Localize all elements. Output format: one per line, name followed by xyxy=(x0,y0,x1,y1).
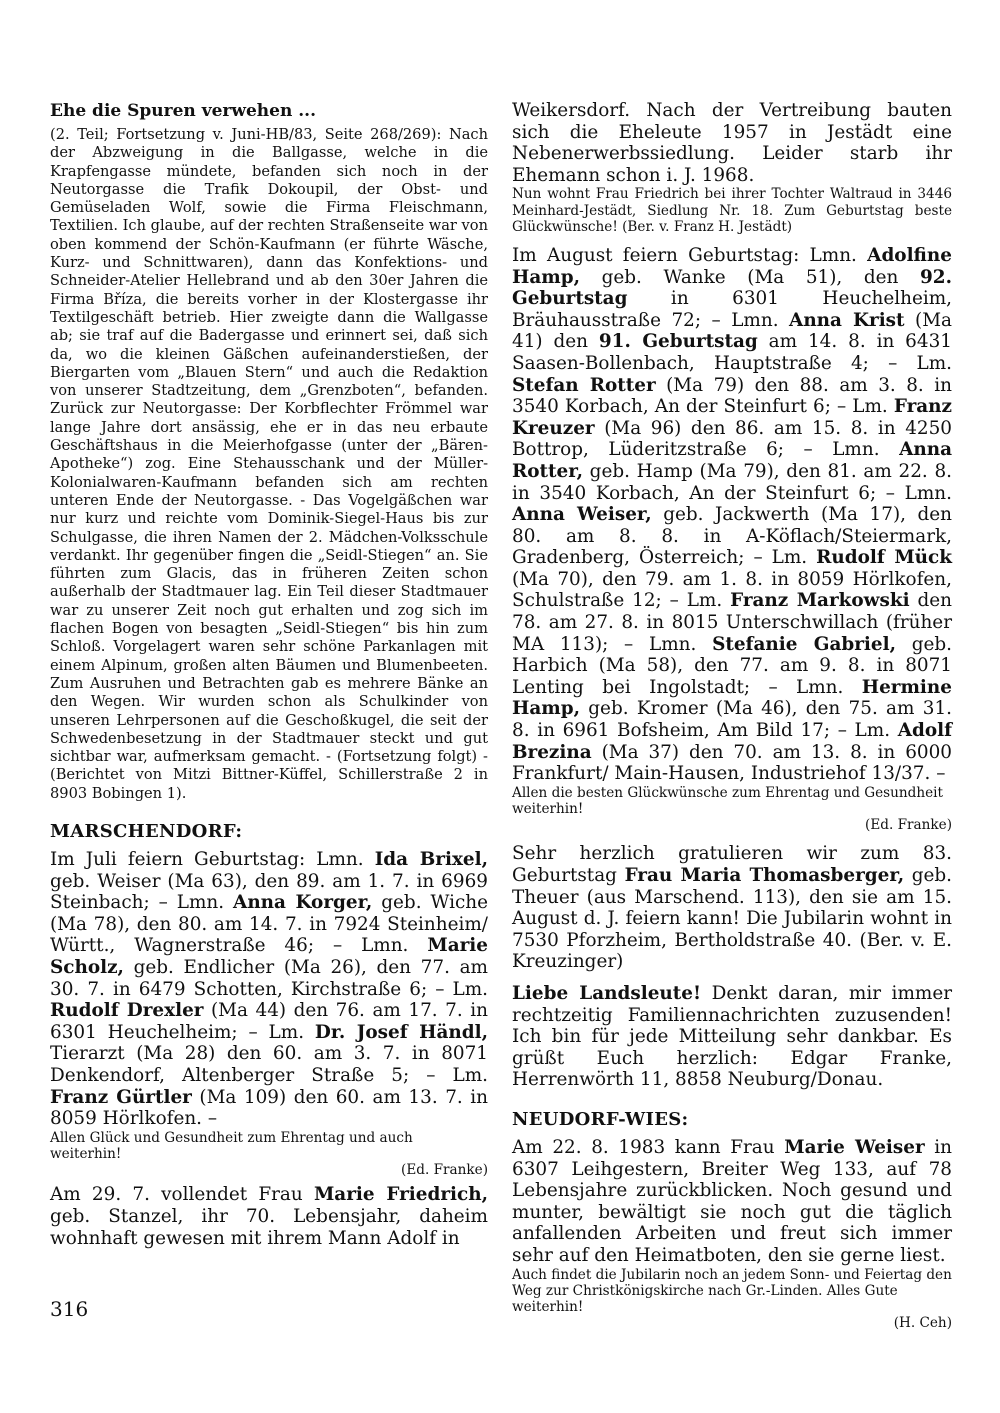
right-column xyxy=(512,100,952,1331)
greeting-august-signature: (Ed. Franke) xyxy=(865,817,952,834)
article-text: (2. Teil; Fortsetzung v. Juni-HB/83, Seite 268/269): Nach der Abzweigung in die Ballgasse, welche in die Krapfengasse mündete, befanden sich noch in der Neutorgasse die Trafik Dokoupil, der Obst- und Gemüseladen Wolf, sowie die Firma Fleischmann, Textilien. Ich glaube, auf der rechten Straßenseite war von oben kommend der Schön-Kaufmann (er führte Wäsche, Kurz- und Schnittwaren), dann das Konfektions- und Schneider-Atelier Hellebrand und ab den 30er Jahren die Firma Bříza, die bereits vorher in der Klostergasse ihr Textilgeschäft betrieb. Hier zweigte dann die Wallgasse ab; sie traf auf die Badergasse und erinnert sei, daß sich da, wo die kleinen Gäßchen aufeinanderstießen, der Biergarten vom „Blauen Stern“ und auch die Redaktion von unserer Stadtzeitung, dem „Grenzboten“, befanden. Zurück zur Neutorgasse: Der Korbflechter Frömmel war lange Jahre dort ansässig, ehe er in das neu erbaute Geschäftshaus in die Meierhofgasse (unter der „Bären-Apotheke“) zog. Eine Stehausschank und der Müller-Kolonialwaren-Kaufmann befanden sich am rechten unteren Ende der Neutorgasse. - Das Vogelgäßchen war nur kurz und reichte vom Dominik-Siegel-Haus bis zur Schulgasse, die ihren Namen der 2. Mädchen-Volksschule verdankt. Ihr gegenüber fingen die „Seidl-Stiegen“ an. Sie führten zum Glacis, das in früheren Zeiten schon außerhalb der Stadtmauer lag. Ein Teil dieser Stadtmauer war zu unserer Zeit noch gut erhalten und zog sich im flachen Bogen von besagten „Seidl-Stiegen“ bis hin zum Schloß. Vorgelagert waren sehr schöne Parkanlagen mit einem Alpinum, großen alten Bäumen und Blumenbeeten. Zum Ausruhen und Betrachten gab es mehrere Bänke an den Wegen. Wir wurden schon als Schulkinder von unseren Lehrpersonen auf die Geschoßkugel, die seit der Schwedenbesetzung in der Stadtmauer steckt und gut sichtbar war, aufmerksam gemacht. - (Fortsetzung folgt) - (Berichtet von Mitzi Bittner-Küffel, Schillerstraße 2 in 8903 Bobingen 1). xyxy=(50,126,488,802)
birthdays-august: Im August feiern Geburtstag: Lmn. Adolfine Hamp, geb. Wanke (Ma 51), den 92. Geburtstag in 6301 Heuchelheim, Bräuhausstraße 72; – Lmn. Anna Krist (Ma 41) den 91. Geburtstag am 14. 8. in 6431 Saasen-Bollenbach, Hauptstraße 4; – Lm. Stefan Rotter (Ma 79) den 88. am 3. 8. in 3540 Korbach, An der Steinfurt 6; – Lm. Franz Kreuzer (Ma 96) den 86. am 15. 8. in 4250 Bottrop, Lüderitzstraße 6; – Lmn. Anna Rotter, geb. Hamp (Ma 79), den 81. am 22. 8. in 3540 Korbach, An der Steinfurt 6; – Lmn. Anna Weiser, geb. Jackwerth (Ma 17), den 80. am 8. 8. in A-Köflach/Steiermark, Gradenberg, Österreich; – Lm. Rudolf Mück (Ma 70), den 79. am 1. 8. in 8059 Hörlkofen, Schulstraße 12; – Lm. Franz Markowski den 78. am 27. 8. in 8015 Unterschwillach (früher MA 113); – Lmn. Stefanie Gabriel, geb. Harbich (Ma 58), den 77. am 9. 8. in 8071 Lenting bei Ingolstadt; – Lmn. Hermine Hamp, geb. Kromer (Ma 46), den 75. am 31. 8. in 6961 Bofsheim, Am Bild 17; – Lm. Adolf Brezina (Ma 37) den 70. am 13. 8. in 6000 Frankfurt/ Main-Hausen, Industriehof 13/37. – xyxy=(512,244,953,785)
friedrich-continued: Weikersdorf. Nach der Vertreibung bauten sich die Eheleute 1957 in Jestädt eine Nebenerwerbssiedlung. Leider starb ihr Ehemann schon i. J. 1968. xyxy=(512,100,952,186)
page-number: 316 xyxy=(50,1297,89,1321)
greeting-july-signature-row xyxy=(50,1162,488,1178)
greeting-august-signature-row xyxy=(512,817,952,833)
greeting-july-signature: (Ed. Franke) xyxy=(401,1162,488,1179)
left-column xyxy=(50,100,488,1249)
weiser-signature: (H. Ceh) xyxy=(893,1315,952,1332)
birthdays-july: Im Juli feiern Geburtstag: Lmn. Ida Brixel, geb. Weiser (Ma 63), den 89. am 1. 7. in 6969 Steinbach; – Lmn. Anna Korger, geb. Wiche (Ma 78), den 80. am 14. 7. in 7924 Steinheim/ Württ., Wagnerstraße 46; – Lmn. Marie Scholz, geb. Endlicher (Ma 26), den 77. am 30. 7. in 6479 Schotten, Kirchstraße 6; – Lm. Rudolf Drexler (Ma 44) den 76. am 17. 7. in 6301 Heuchelheim; – Lm. Dr. Josef Händl, Tierarzt (Ma 28) den 60. am 3. 7. in 8071 Denkendorf, Altenberger Straße 5; – Lm. Franz Gürtler (Ma 109) den 60. am 13. 7. in 8059 Hörlkofen. – xyxy=(50,848,488,1130)
landsleute-paragraph: Liebe Landsleute! Denkt daran, mir immer rechtzeitig Familiennachrichten zuzusenden! Ich bin für jede Mitteilung sehr dankbar. Es grüßt Euch herzlich: Edgar Franke, Herrenwörth 11, 8858 Neuburg/Donau. xyxy=(512,983,952,1091)
friedrich-now: Nun wohnt Frau Friedrich bei ihrer Tochter Waltraud in 3446 Meinhard-Jestädt, Siedlung Nr. 18. Zum Geburtstag beste Glückwünsche! (Ber. v. Franz H. Jestädt) xyxy=(512,186,952,235)
friedrich-paragraph: Am 29. 7. vollendet Frau Marie Friedrich, geb. Stanzel, ihr 70. Lebensjahr, daheim wohnhaft gewesen mit ihrem Mann Adolf in xyxy=(50,1184,488,1249)
greeting-august-text: Allen die besten Glückwünsche zum Ehrentag und Gesundheit weiterhin! xyxy=(512,784,943,818)
weiser-extra xyxy=(512,1267,952,1316)
greeting-july-text: Allen Glück und Gesundheit zum Ehrentag und auch weiterhin! xyxy=(50,1129,413,1162)
greeting-july xyxy=(50,1130,488,1162)
thomasberger-paragraph: Sehr herzlich gratulieren wir zum 83. Geburtstag Frau Maria Thomasberger, geb. Theuer (aus Marschend. 113), den sie am 15. August d. J. feiern kann! Die Jubilarin wohnt in 7530 Pforzheim, Bertholdstraße 40. (Ber. v. E. Kreuzinger) xyxy=(512,843,952,973)
section-heading-neudorf-wies: NEUDORF-WIES: xyxy=(512,1108,689,1130)
article-title: Ehe die Spuren verwehen ... xyxy=(50,101,317,121)
greeting-august xyxy=(512,785,952,817)
weiser-signature-row xyxy=(512,1315,952,1331)
weiser-extra-text: Auch findet die Jubilarin noch an jedem Sonn- und Feiertag den Weg zur Christkönigskirche nach Gr.-Linden. Alles Gute weiterhin! xyxy=(512,1266,952,1315)
section-heading-marschendorf: MARSCHENDORF: xyxy=(50,820,243,842)
weiser-paragraph: Am 22. 8. 1983 kann Frau Marie Weiser in 6307 Leihgestern, Breiter Weg 133, auf 78 Lebensjahre zurückblicken. Noch gesund und munter, bewältigt sie noch gut die täglich anfallenden Arbeiten und freut sich immer sehr auf den Heimatboten, den sie gerne liest. xyxy=(512,1136,952,1266)
